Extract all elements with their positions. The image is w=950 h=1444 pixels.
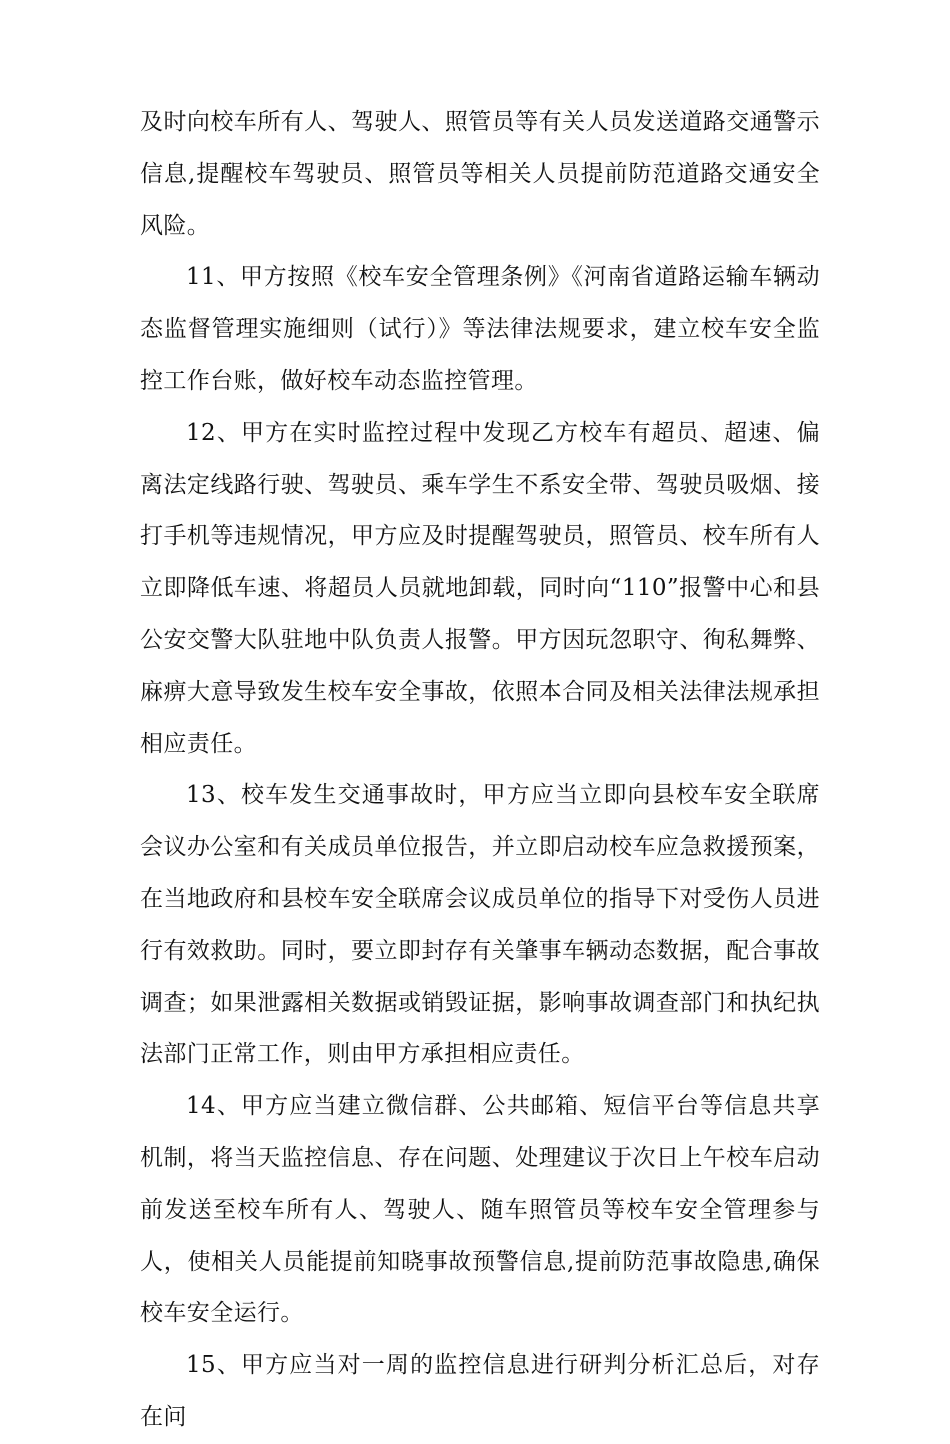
paragraph-continuation: 及时向校车所有人、驾驶人、照管员等有关人员发送道路交通警示信息,提醒校车驾驶员、照管员等相关人员提前防范道路交通安全风险。 (140, 109, 820, 239)
paragraph-item-12: 12、甲方在实时监控过程中发现乙方校车有超员、超速、偏离法定线路行驶、驾驶员、乘车学生不系安全带、驾驶员吸烟、接打手机等违规情况，甲方应及时提醒驾驶员，照管员、校车所有人立即降低车速、将超员人员就地卸载，同时向“110”报警中心和县公安交警大队驻地中队负责人报警。甲方因玩忽职守、徇私舞弊、麻痹大意导致发生校车安全事故，依照本合同及相关法律法规承担相应责任。 (140, 419, 820, 757)
paragraph-item-14: 14、甲方应当建立微信群、公共邮箱、短信平台等信息共享机制，将当天监控信息、存在问题、处理建议于次日上午校车启动前发送至校车所有人、驾驶人、随车照管员等校车安全管理参与人，使相关人员能提前知晓事故预警信息,提前防范事故隐患,确保校车安全运行。 (140, 1093, 820, 1327)
paragraph-item-15: 15、甲方应当对一周的监控信息进行研判分析汇总后，对存在问 (140, 1352, 820, 1430)
paragraph-item-13: 13、校车发生交通事故时，甲方应当立即向县校车安全联席会议办公室和有关成员单位报告，并立即启动校车应急救援预案，在当地政府和县校车安全联席会议成员单位的指导下对受伤人员进行有效救助。同时，要立即封存有关肇事车辆动态数据，配合事故调查；如果泄露相关数据或销毁证据，影响事故调查部门和执纪执法部门正常工作，则由甲方承担相应责任。 (140, 782, 820, 1068)
document-body (140, 97, 820, 1444)
paragraph-item-11: 11、甲方按照《校车安全管理条例》《河南省道路运输车辆动态监督管理实施细则（试行）》等法律法规要求，建立校车安全监控工作台账，做好校车动态监控管理。 (140, 264, 820, 394)
